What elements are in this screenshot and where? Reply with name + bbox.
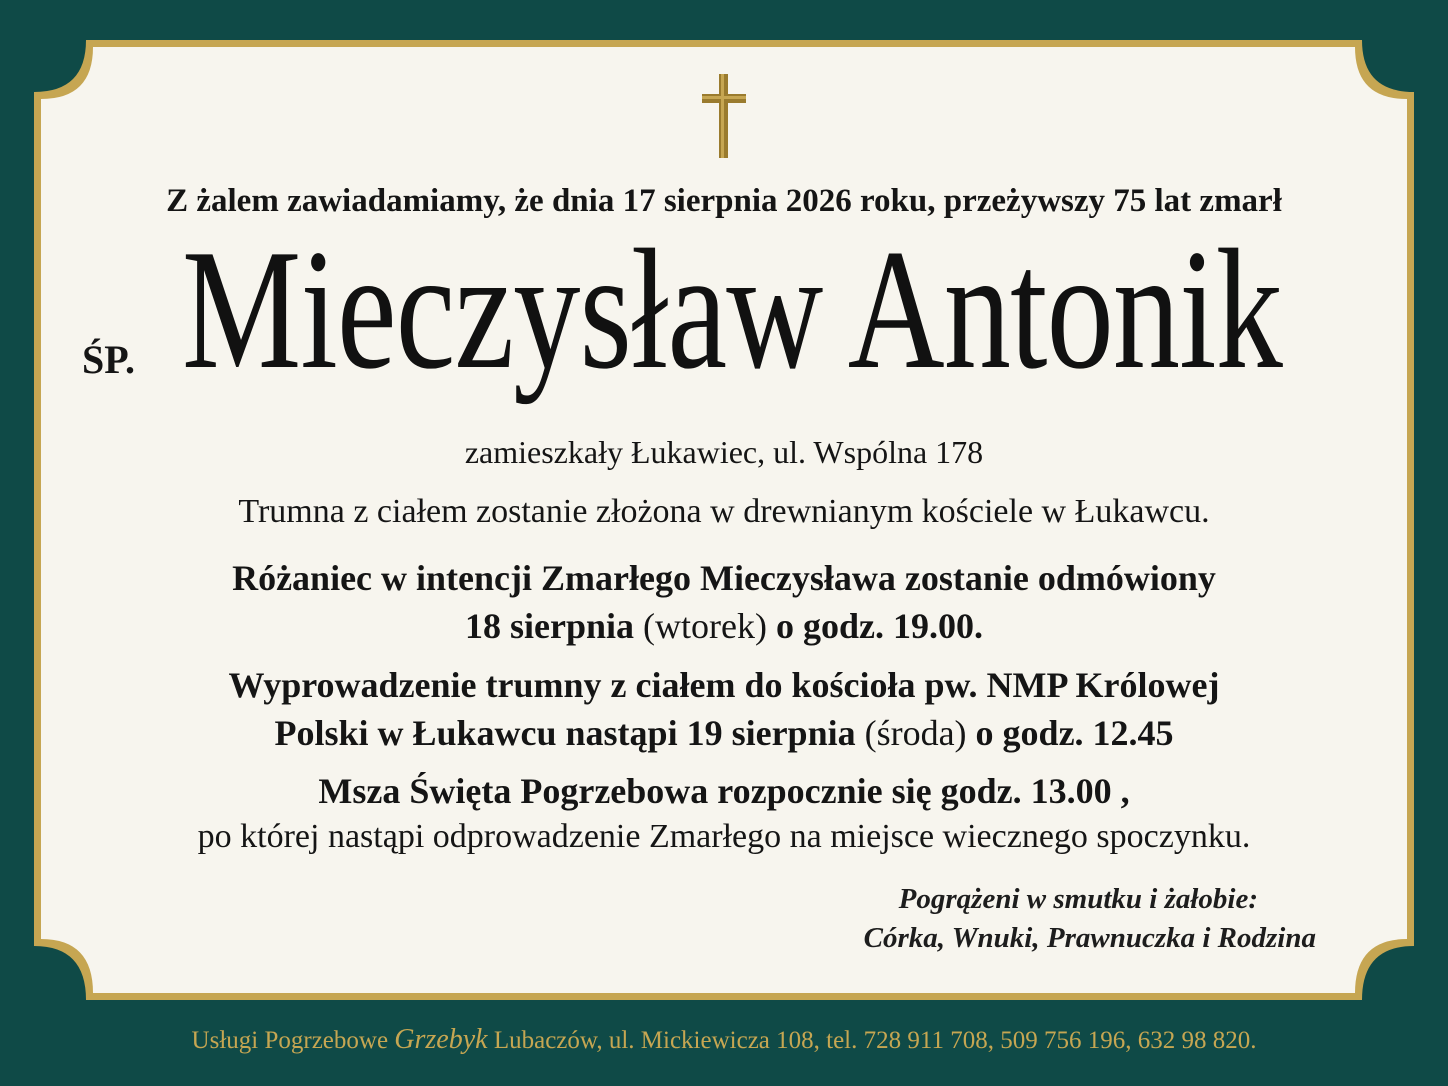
mass-line-1: Msza Święta Pogrzebowa rozpocznie się godz. 13.00 , <box>318 771 1130 811</box>
procession-line-2 <box>0 712 1448 754</box>
signature-line-1 <box>616 883 1316 916</box>
intro-text: Z żalem zawiadamiamy, że dnia 17 sierpnia 2026 roku, przeżywszy 75 lat zmarł <box>166 183 1282 219</box>
footer-brand: Grzebyk <box>394 1024 488 1055</box>
rosary-line-2 <box>0 605 1448 647</box>
procession-day: (środa) <box>864 713 967 753</box>
rosary-date: 18 sierpnia <box>465 606 635 646</box>
cross-icon <box>700 72 748 160</box>
mass-line-2: po której nastąpi odprowadzenie Zmarłego na miejsce wiecznego spoczynku. <box>197 818 1251 855</box>
deceased-name: Mieczysław Antonik <box>182 215 1283 405</box>
rosary-time: o godz. 19.00. <box>775 606 983 646</box>
prefix-sp: ŚP. <box>82 337 136 382</box>
procession-time: o godz. 12.45 <box>975 713 1174 753</box>
procession-line-1: Wyprowadzenie trumny z ciałem do kościoła pw. NMP Królowej <box>228 665 1220 705</box>
signature-heading: Pogrążeni w smutku i żałobie: <box>898 883 1258 915</box>
signature-line-2: Córka, Wnuki, Prawnuczka i Rodzina <box>863 922 1316 954</box>
footer-part-1: Usługi Pogrzebowe <box>191 1027 389 1054</box>
rosary-line-1: Różaniec w intencji Zmarłego Mieczysława zostanie odmówiony <box>232 558 1216 598</box>
procession-text: Polski w Łukawcu nastąpi 19 sierpnia <box>274 713 856 753</box>
footer-contact <box>0 1024 1448 1056</box>
residence-text: zamieszkały Łukawiec, ul. Wspólna 178 <box>464 434 984 470</box>
footer-part-2: Lubaczów, ul. Mickiewicza 108, tel. 728 911 708, 509 756 196, 632 98 820. <box>493 1027 1257 1054</box>
rosary-day: (wtorek) <box>643 606 767 646</box>
coffin-info-text: Trumna z ciałem zostanie złożona w drewnianym kościele w Łukawcu. <box>238 493 1210 530</box>
